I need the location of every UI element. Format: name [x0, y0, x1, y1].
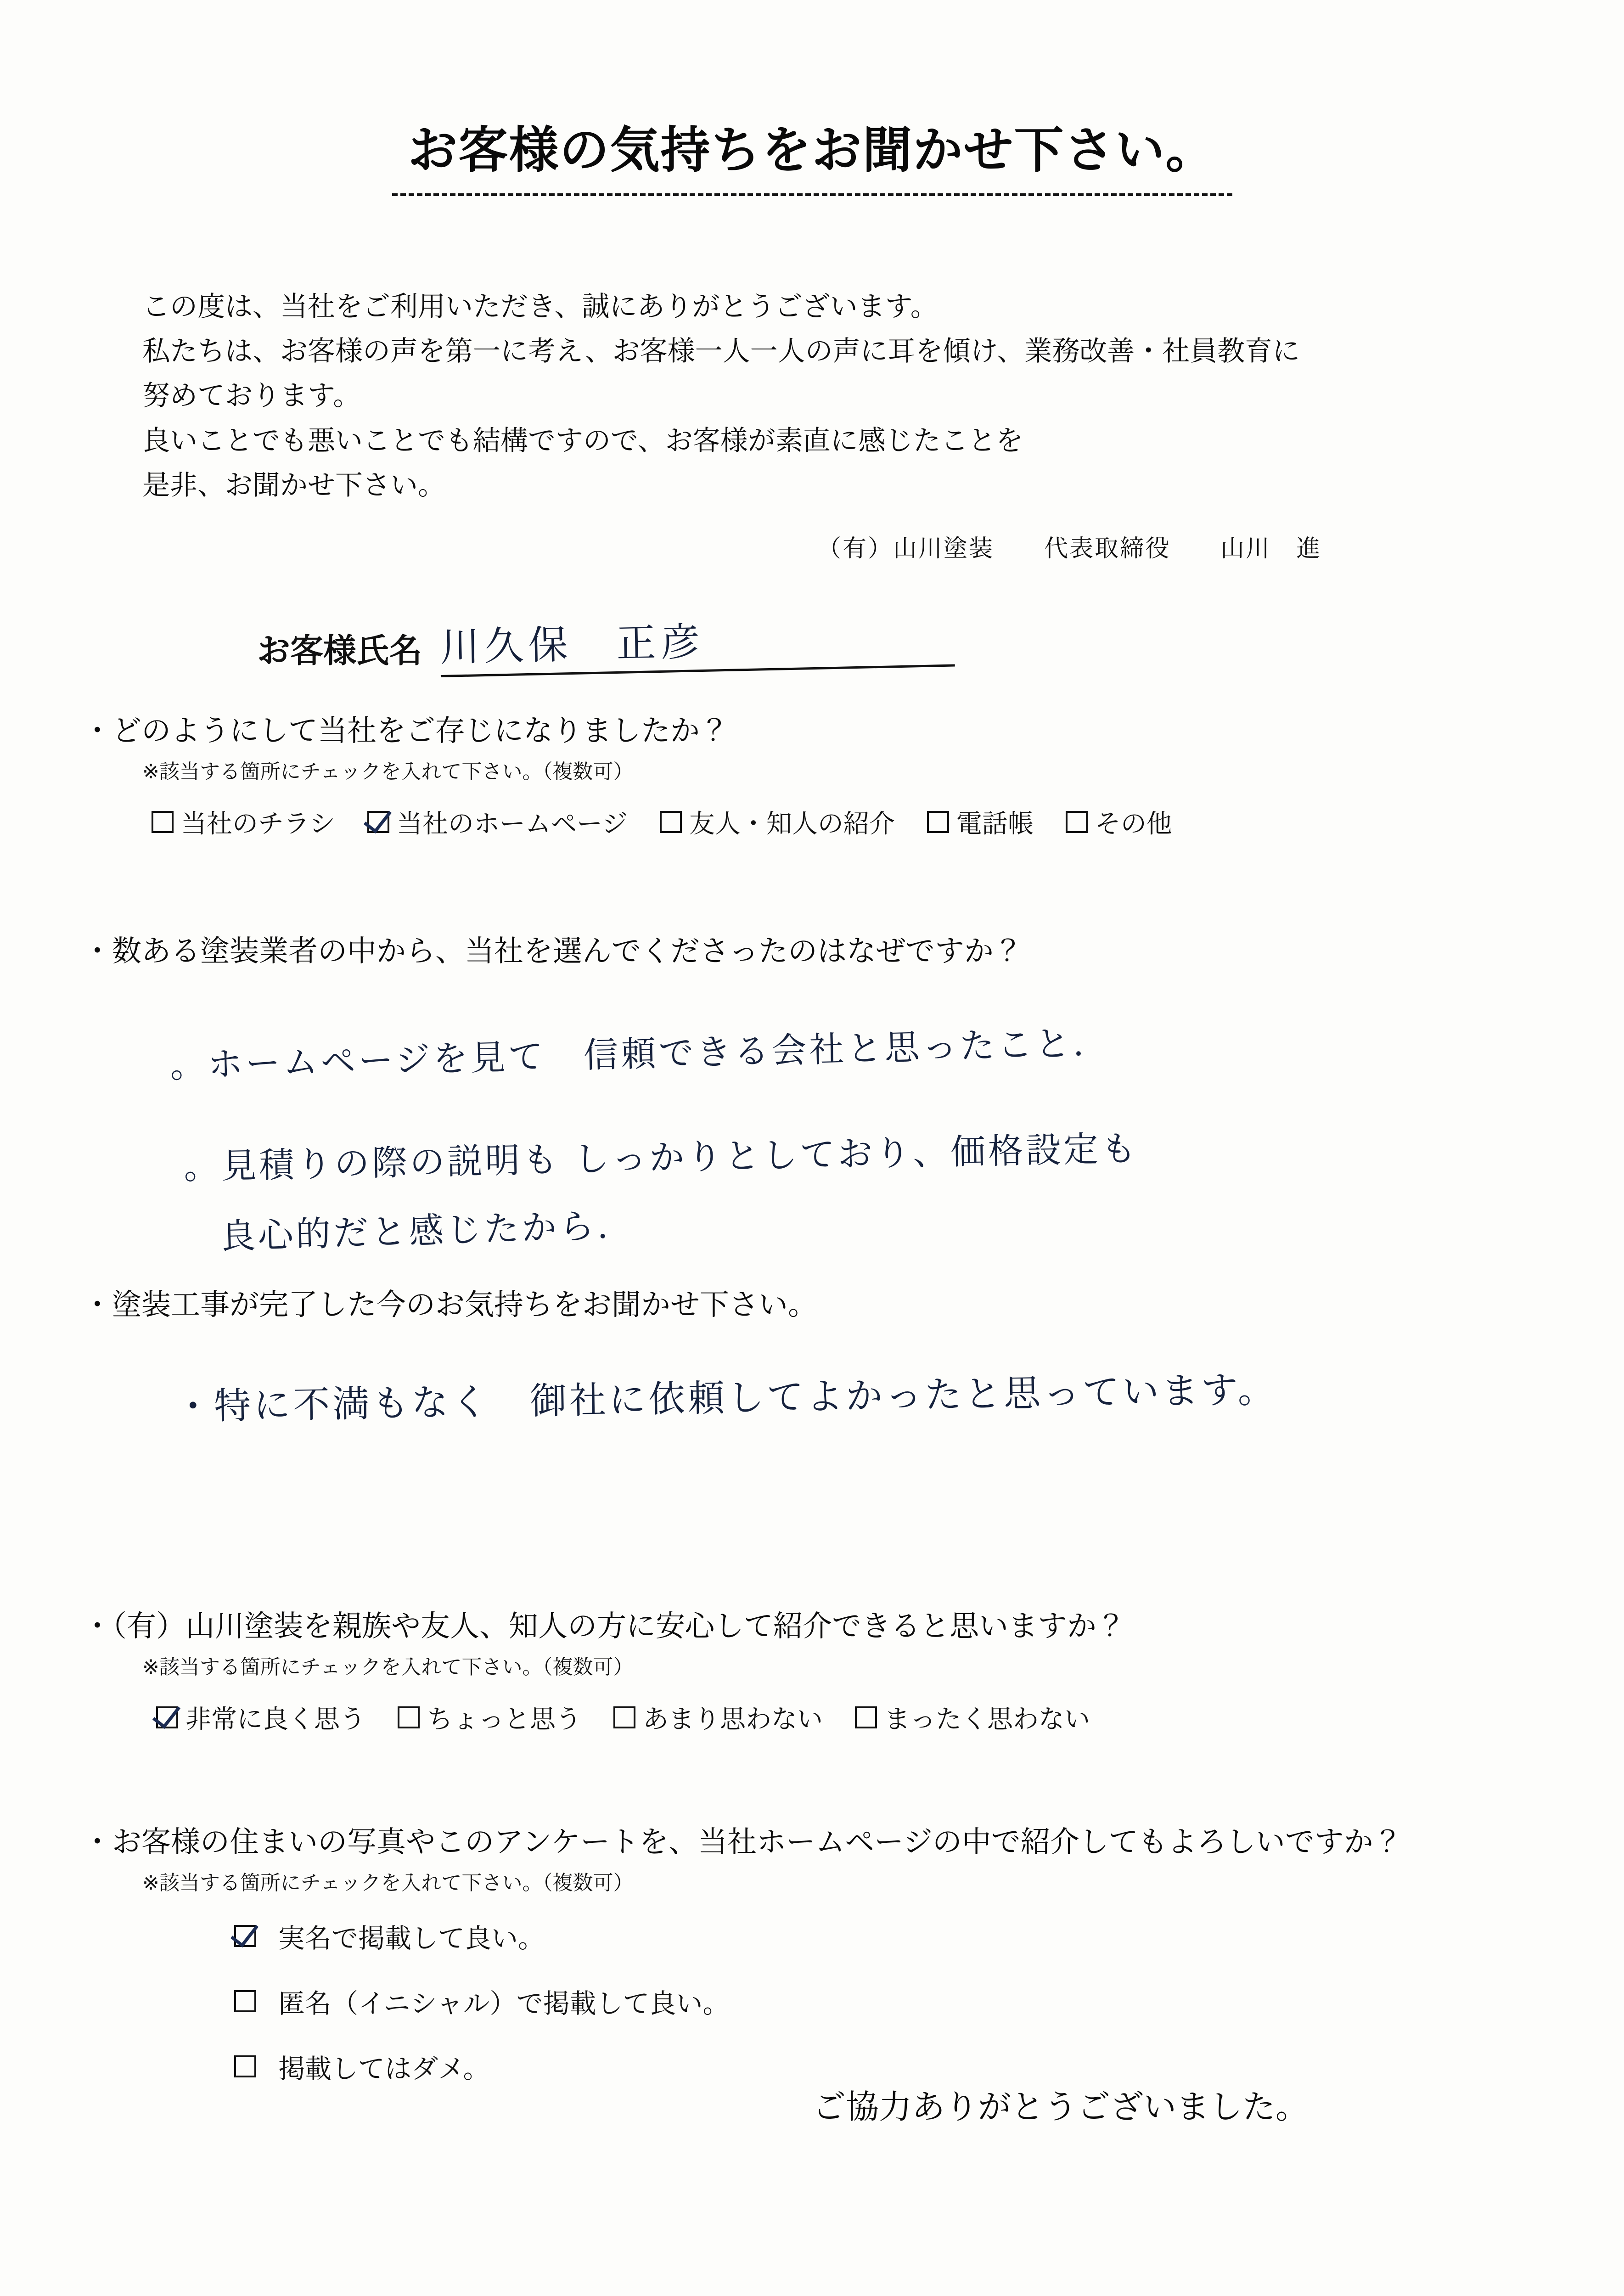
q4-option-label: まったく思わない [884, 1705, 1090, 1734]
question-2-answer-line-1[interactable]: 。ホームページを見て 信頼できる会社と思ったこと. [169, 1022, 1087, 1086]
question-1-note: ※該当する箇所にチェックを入れて下さい。（複数可） [142, 760, 634, 783]
customer-name-field[interactable]: 川久保 正彦 [439, 605, 955, 677]
q1-option-label: 当社のホームページ [397, 809, 628, 839]
checkbox-icon[interactable] [660, 811, 682, 833]
q4-option-not-much[interactable] [613, 1699, 823, 1736]
q4-option-somewhat[interactable] [398, 1699, 581, 1736]
q4-option-strongly-agree[interactable] [156, 1699, 365, 1736]
checkbox-icon[interactable] [152, 811, 174, 833]
checkbox-icon[interactable] [234, 2055, 256, 2077]
title-block [0, 110, 1624, 196]
intro-line-4: 良いことでも悪いことでも結構ですので、お客様が素直に感じたことを [142, 424, 1023, 457]
intro-line-5: 是非、お聞かせ下さい。 [142, 469, 445, 501]
question-3 [83, 1281, 1575, 1323]
question-2-text: ・数ある塗装業者の中から、当社を選んでくださったのはなぜですか？ [83, 934, 1023, 968]
intro-line-1: この度は、当社をご利用いただき、誠にありがとうございます。 [142, 291, 938, 323]
signature-title: 代表取締役 [1044, 535, 1171, 563]
question-1-text: ・どのようにして当社をご存じになりましたか？ [83, 714, 729, 748]
q4-option-label: あまり思わない [643, 1705, 823, 1734]
signature-company: （有）山川塗装 [817, 535, 995, 563]
q1-option-label: その他 [1095, 809, 1172, 839]
checkbox-icon[interactable] [398, 1706, 420, 1728]
q1-option-referral[interactable] [660, 804, 895, 840]
question-3-text: ・塗装工事が完了した今のお気持ちをお聞かせ下さい。 [83, 1288, 817, 1322]
q5-option-label: 匿名（イニシャル）で掲載して良い。 [278, 1988, 730, 2019]
q4-option-label: ちょっと思う [427, 1705, 581, 1734]
signature-name: 山川 進 [1220, 535, 1322, 563]
checkbox-checked-icon[interactable] [367, 811, 389, 833]
question-4 [83, 1603, 1575, 1736]
question-3-answer-line-1[interactable]: ・特に不満もなく 御社に依頼してよかったと思っています。 [174, 1368, 1278, 1428]
title-divider [392, 193, 1232, 196]
q4-option-not-at-all[interactable] [855, 1699, 1090, 1736]
question-2-answer-line-2[interactable]: 。見積りの際の説明も しっかりとしており、価格設定も [183, 1128, 1139, 1187]
question-1-options [152, 804, 1575, 840]
customer-name-row [257, 615, 1405, 677]
checkbox-checked-icon[interactable] [156, 1706, 178, 1728]
q5-option-label: 実名で掲載して良い。 [278, 1923, 545, 1954]
question-5-note: ※該当する箇所にチェックを入れて下さい。（複数可） [142, 1871, 634, 1895]
question-4-text: ・（有）山川塗装を親族や友人、知人の方に安心して紹介できると思いますか？ [83, 1609, 1126, 1643]
closing-message: ご協力ありがとうございました。 [813, 2088, 1309, 2126]
checkbox-icon[interactable] [613, 1706, 635, 1728]
question-4-note: ※該当する箇所にチェックを入れて下さい。（複数可） [142, 1655, 634, 1679]
q1-option-label: 電話帳 [956, 809, 1034, 839]
checkbox-icon[interactable] [927, 811, 949, 833]
q4-option-label: 非常に良く思う [185, 1705, 365, 1734]
company-signature [817, 529, 1321, 563]
q1-option-phonebook[interactable] [927, 804, 1034, 840]
intro-line-3: 努めております。 [142, 380, 361, 412]
q1-option-website[interactable] [367, 804, 628, 840]
question-2-answer-line-3[interactable]: 良心的だと感じたから. [220, 1205, 612, 1257]
q1-option-other[interactable] [1066, 804, 1172, 840]
q1-option-label: 友人・知人の紹介 [689, 809, 895, 839]
question-5 [83, 1818, 1575, 2112]
question-5-options [234, 1917, 1575, 2086]
question-4-options [156, 1699, 1575, 1736]
checkbox-icon[interactable] [855, 1706, 877, 1728]
checkbox-checked-icon[interactable] [234, 1925, 256, 1947]
checkbox-icon[interactable] [1066, 811, 1088, 833]
question-2 [83, 928, 1575, 970]
question-5-text: ・お客様の住まいの写真やこのアンケートを、当社ホームページの中で紹介してもよろしいですか？ [83, 1825, 1403, 1859]
intro-line-2: 私たちは、お客様の声を第一に考え、お客様一人一人の声に耳を傾け、業務改善・社員教育に [142, 335, 1300, 368]
q1-option-label: 当社のチラシ [181, 809, 335, 839]
q5-option-real-name[interactable] [234, 1917, 1575, 1955]
q5-option-label: 掲載してはダメ。 [278, 2053, 490, 2084]
page-title: お客様の気持ちをお聞かせ下さい。 [408, 122, 1216, 179]
intro-paragraph [142, 285, 1501, 508]
q1-option-flyer[interactable] [152, 804, 335, 840]
question-1 [83, 707, 1575, 840]
customer-name-label: お客様氏名 [257, 631, 423, 670]
checkbox-icon[interactable] [234, 1990, 256, 2012]
q5-option-anonymous[interactable] [234, 1982, 1575, 2020]
